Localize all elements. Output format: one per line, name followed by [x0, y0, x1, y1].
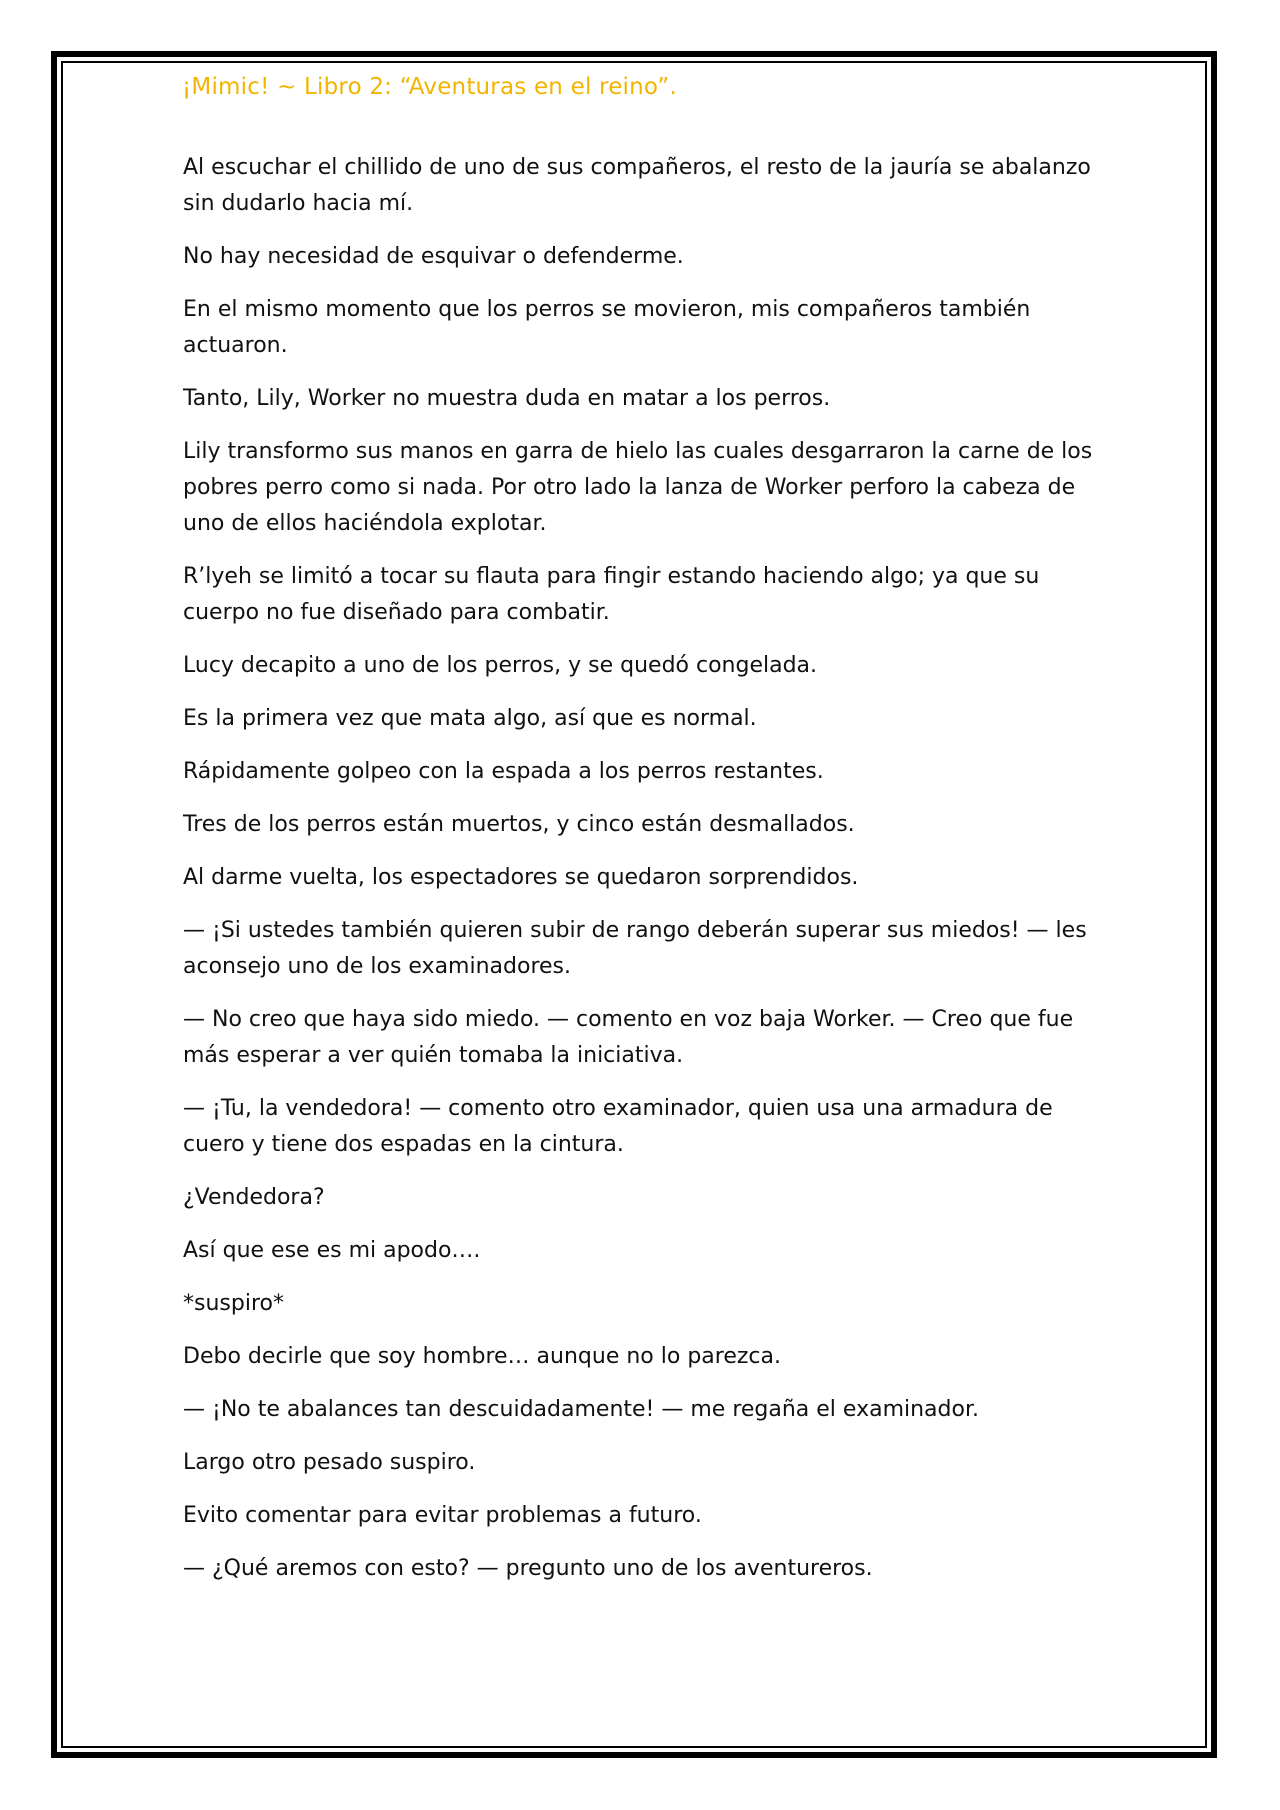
body-text [183, 150, 1103, 1604]
paragraph: Tanto, Lily, Worker no muestra duda en matar a los perros. [183, 386, 831, 411]
paragraph: Al escuchar el chillido de uno de sus compañeros, el resto de la jauría se abalanzo sin dudarlo hacia mí. [183, 155, 1091, 216]
paragraph: No hay necesidad de esquivar o defenderme. [183, 244, 684, 269]
paragraph: R’lyeh se limitó a tocar su flauta para fingir estando haciendo algo; ya que su cuerpo no fue diseñado para combatir. [183, 564, 1040, 625]
paragraph: Así que ese es mi apodo…. [183, 1238, 481, 1263]
paragraph: Largo otro pesado suspiro. [183, 1450, 476, 1475]
paragraph: Lily transformo sus manos en garra de hielo las cuales desgarraron la carne de los pobres perro como si nada. Por otro lado la lanza de Worker perforo la cabeza de uno de ellos haciéndola explotar. [183, 439, 1093, 536]
paragraph: — ¡Si ustedes también quieren subir de rango deberán superar sus miedos! — les aconsejo uno de los examinadores. [183, 918, 1087, 979]
paragraph: Es la primera vez que mata algo, así que es normal. [183, 706, 757, 731]
paragraph: — ¡No te abalances tan descuidadamente! — me regaña el examinador. [183, 1397, 979, 1422]
paragraph: — ¡Tu, la vendedora! — comento otro examinador, quien usa una armadura de cuero y tiene dos espadas en la cintura. [183, 1096, 1053, 1157]
paragraph: En el mismo momento que los perros se movieron, mis compañeros también actuaron. [183, 297, 1031, 358]
paragraph: Evito comentar para evitar problemas a futuro. [183, 1503, 702, 1528]
paragraph: ¿Vendedora? [183, 1185, 325, 1210]
paragraph: Lucy decapito a uno de los perros, y se quedó congelada. [183, 653, 818, 678]
paragraph: — ¿Qué aremos con esto? — pregunto uno de los aventureros. [183, 1556, 873, 1581]
paragraph: *suspiro* [183, 1291, 284, 1316]
running-header: ¡Mimic! ~ Libro 2: “Aventuras en el reino”. [182, 74, 677, 100]
paragraph: Tres de los perros están muertos, y cinco están desmallados. [183, 812, 855, 837]
paragraph: — No creo que haya sido miedo. — comento en voz baja Worker. — Creo que fue más esperar a ver quién tomaba la iniciativa. [183, 1007, 1074, 1068]
paragraph: Rápidamente golpeo con la espada a los perros restantes. [183, 759, 824, 784]
paragraph: Al darme vuelta, los espectadores se quedaron sorprendidos. [183, 865, 859, 890]
paragraph: Debo decirle que soy hombre… aunque no lo parezca. [183, 1344, 781, 1369]
